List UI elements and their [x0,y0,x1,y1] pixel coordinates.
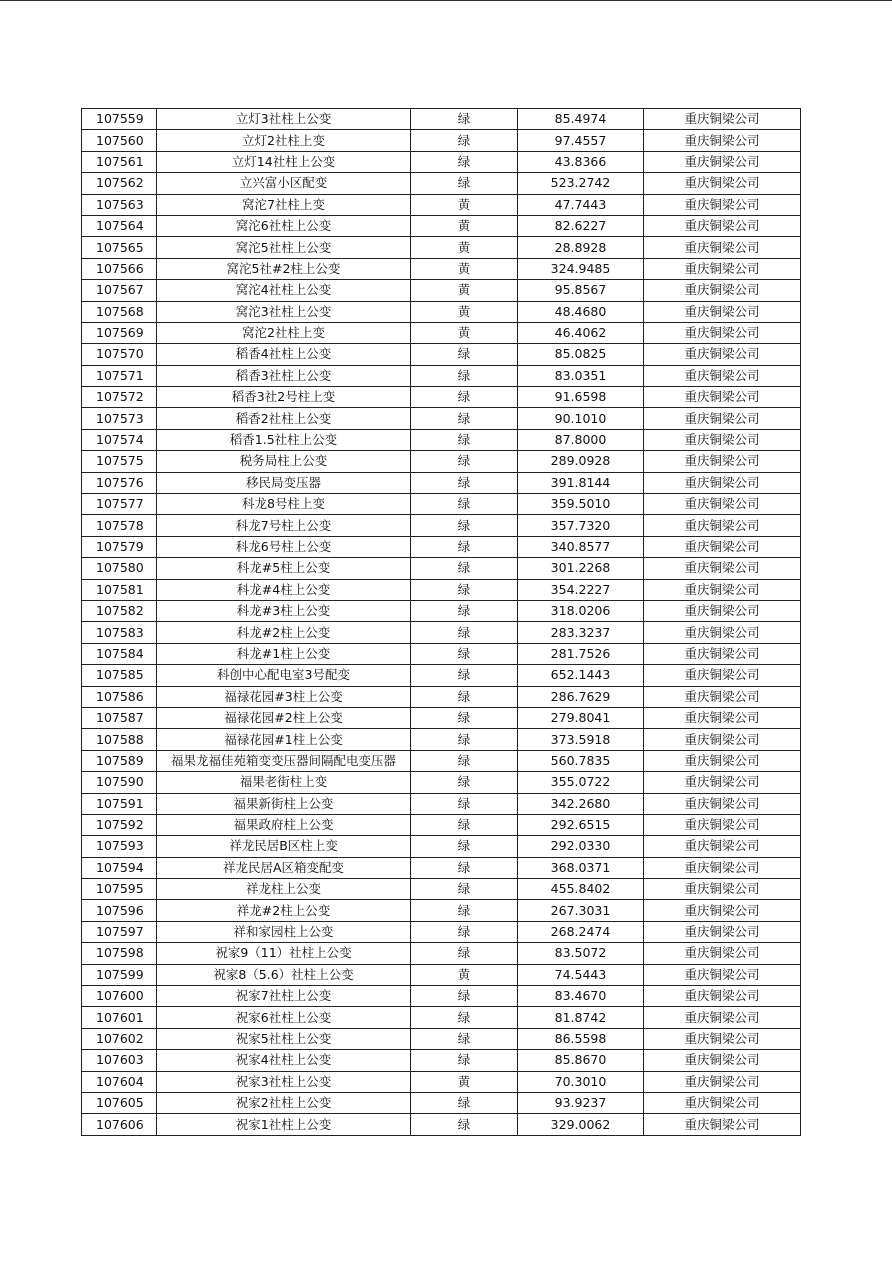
cell-value: 354.2227 [518,579,644,600]
cell-value: 82.6227 [518,215,644,236]
cell-name: 稻香3社2号柱上变 [157,387,411,408]
cell-value: 95.8567 [518,280,644,301]
cell-value: 340.8577 [518,536,644,557]
cell-name: 祝家3社柱上公变 [157,1071,411,1092]
cell-value: 318.0206 [518,600,644,621]
table-row [82,280,801,301]
cell-id: 107599 [82,964,157,985]
table-row [82,130,801,151]
cell-company: 重庆铜梁公司 [644,344,801,365]
cell-id: 107565 [82,237,157,258]
cell-name: 税务局柱上公变 [157,451,411,472]
cell-company: 重庆铜梁公司 [644,857,801,878]
table-row [82,109,801,130]
cell-value: 292.6515 [518,814,644,835]
cell-value: 652.1443 [518,665,644,686]
cell-value: 329.0062 [518,1114,644,1135]
cell-name: 祝家5社柱上公变 [157,1028,411,1049]
table-row [82,194,801,215]
cell-value: 46.4062 [518,322,644,343]
cell-company: 重庆铜梁公司 [644,921,801,942]
cell-status: 绿 [411,729,518,750]
table-row [82,879,801,900]
cell-value: 286.7629 [518,686,644,707]
cell-company: 重庆铜梁公司 [644,879,801,900]
cell-name: 科龙#5柱上公变 [157,558,411,579]
cell-value: 359.5010 [518,494,644,515]
cell-company: 重庆铜梁公司 [644,429,801,450]
cell-name: 科龙#4柱上公变 [157,579,411,600]
cell-value: 301.2268 [518,558,644,579]
table-row [82,1028,801,1049]
cell-status: 绿 [411,365,518,386]
cell-company: 重庆铜梁公司 [644,408,801,429]
table-row [82,793,801,814]
cell-id: 107572 [82,387,157,408]
cell-id: 107597 [82,921,157,942]
cell-status: 绿 [411,836,518,857]
cell-company: 重庆铜梁公司 [644,387,801,408]
cell-id: 107578 [82,515,157,536]
cell-id: 107586 [82,686,157,707]
cell-id: 107566 [82,258,157,279]
cell-company: 重庆铜梁公司 [644,365,801,386]
cell-value: 81.8742 [518,1007,644,1028]
cell-company: 重庆铜梁公司 [644,1007,801,1028]
cell-status: 绿 [411,344,518,365]
cell-status: 绿 [411,387,518,408]
cell-value: 87.8000 [518,429,644,450]
cell-company: 重庆铜梁公司 [644,772,801,793]
cell-id: 107603 [82,1050,157,1071]
cell-id: 107579 [82,536,157,557]
cell-company: 重庆铜梁公司 [644,1071,801,1092]
table-row [82,750,801,771]
cell-id: 107605 [82,1092,157,1113]
cell-status: 绿 [411,451,518,472]
cell-name: 稻香1.5社柱上公变 [157,429,411,450]
cell-company: 重庆铜梁公司 [644,964,801,985]
cell-id: 107589 [82,750,157,771]
cell-company: 重庆铜梁公司 [644,515,801,536]
cell-name: 祝家9（11）社柱上公变 [157,943,411,964]
table-row [82,215,801,236]
cell-status: 绿 [411,109,518,130]
table-body [82,109,801,1136]
cell-status: 绿 [411,686,518,707]
cell-status: 绿 [411,515,518,536]
cell-name: 祝家6社柱上公变 [157,1007,411,1028]
cell-company: 重庆铜梁公司 [644,536,801,557]
cell-company: 重庆铜梁公司 [644,600,801,621]
cell-status: 绿 [411,1050,518,1071]
cell-value: 523.2742 [518,173,644,194]
table-row [82,814,801,835]
cell-id: 107585 [82,665,157,686]
cell-status: 绿 [411,1028,518,1049]
table-row [82,237,801,258]
cell-status: 黄 [411,964,518,985]
table-row [82,1092,801,1113]
cell-status: 绿 [411,536,518,557]
cell-value: 324.9485 [518,258,644,279]
cell-id: 107590 [82,772,157,793]
cell-name: 窝沱7社柱上变 [157,194,411,215]
table-row [82,429,801,450]
cell-id: 107582 [82,600,157,621]
cell-company: 重庆铜梁公司 [644,793,801,814]
cell-id: 107592 [82,814,157,835]
table-row [82,151,801,172]
cell-value: 560.7835 [518,750,644,771]
cell-value: 28.8928 [518,237,644,258]
cell-company: 重庆铜梁公司 [644,494,801,515]
cell-status: 绿 [411,772,518,793]
table-row [82,451,801,472]
cell-status: 绿 [411,600,518,621]
cell-id: 107591 [82,793,157,814]
cell-company: 重庆铜梁公司 [644,1028,801,1049]
table-row [82,408,801,429]
cell-name: 稻香4社柱上公变 [157,344,411,365]
cell-name: 科龙8号柱上变 [157,494,411,515]
cell-company: 重庆铜梁公司 [644,986,801,1007]
cell-name: 福果政府柱上公变 [157,814,411,835]
cell-name: 科龙#3柱上公变 [157,600,411,621]
table-row [82,1050,801,1071]
cell-id: 107570 [82,344,157,365]
cell-name: 祝家1社柱上公变 [157,1114,411,1135]
cell-status: 绿 [411,814,518,835]
cell-value: 355.0722 [518,772,644,793]
table-row [82,322,801,343]
cell-name: 科龙7号柱上公变 [157,515,411,536]
cell-company: 重庆铜梁公司 [644,707,801,728]
cell-company: 重庆铜梁公司 [644,280,801,301]
cell-name: 祥和家园柱上公变 [157,921,411,942]
cell-company: 重庆铜梁公司 [644,750,801,771]
table-row [82,579,801,600]
cell-id: 107604 [82,1071,157,1092]
cell-name: 祥龙民居A区箱变配变 [157,857,411,878]
cell-name: 福果龙福佳苑箱变变压器间隔配电变压器 [157,750,411,771]
cell-company: 重庆铜梁公司 [644,1114,801,1135]
cell-status: 绿 [411,793,518,814]
cell-value: 279.8041 [518,707,644,728]
cell-status: 绿 [411,643,518,664]
cell-company: 重庆铜梁公司 [644,665,801,686]
cell-company: 重庆铜梁公司 [644,686,801,707]
cell-value: 91.6598 [518,387,644,408]
cell-name: 祥龙柱上公变 [157,879,411,900]
cell-id: 107577 [82,494,157,515]
cell-id: 107560 [82,130,157,151]
cell-id: 107568 [82,301,157,322]
cell-name: 窝沱2社柱上变 [157,322,411,343]
cell-name: 立灯3社柱上公变 [157,109,411,130]
cell-value: 289.0928 [518,451,644,472]
cell-status: 绿 [411,173,518,194]
table-row [82,1071,801,1092]
cell-id: 107601 [82,1007,157,1028]
cell-value: 373.5918 [518,729,644,750]
cell-id: 107581 [82,579,157,600]
table-row [82,494,801,515]
table-row [82,921,801,942]
cell-id: 107567 [82,280,157,301]
cell-status: 绿 [411,472,518,493]
cell-value: 391.8144 [518,472,644,493]
table-row [82,622,801,643]
cell-status: 黄 [411,194,518,215]
cell-status: 绿 [411,900,518,921]
cell-id: 107602 [82,1028,157,1049]
table-row [82,857,801,878]
cell-company: 重庆铜梁公司 [644,729,801,750]
cell-status: 黄 [411,280,518,301]
table-row [82,665,801,686]
cell-company: 重庆铜梁公司 [644,1092,801,1113]
cell-company: 重庆铜梁公司 [644,558,801,579]
cell-value: 74.5443 [518,964,644,985]
table-row [82,1007,801,1028]
table-row [82,943,801,964]
cell-name: 祝家4社柱上公变 [157,1050,411,1071]
cell-id: 107564 [82,215,157,236]
cell-name: 窝沱6社柱上公变 [157,215,411,236]
table-row [82,729,801,750]
cell-company: 重庆铜梁公司 [644,215,801,236]
cell-company: 重庆铜梁公司 [644,151,801,172]
cell-name: 福禄花园#3柱上公变 [157,686,411,707]
cell-status: 绿 [411,943,518,964]
cell-value: 90.1010 [518,408,644,429]
transformer-table [81,108,801,1136]
cell-company: 重庆铜梁公司 [644,943,801,964]
cell-name: 移民局变压器 [157,472,411,493]
cell-value: 267.3031 [518,900,644,921]
page-top-border [0,0,892,1]
cell-name: 窝沱3社柱上公变 [157,301,411,322]
table-row [82,301,801,322]
cell-status: 黄 [411,1071,518,1092]
cell-company: 重庆铜梁公司 [644,900,801,921]
cell-id: 107595 [82,879,157,900]
cell-name: 稻香3社柱上公变 [157,365,411,386]
cell-id: 107576 [82,472,157,493]
cell-name: 立灯2社柱上变 [157,130,411,151]
table-row [82,986,801,1007]
cell-name: 立灯14社柱上公变 [157,151,411,172]
cell-value: 47.7443 [518,194,644,215]
cell-id: 107584 [82,643,157,664]
cell-name: 祥龙#2柱上公变 [157,900,411,921]
cell-status: 绿 [411,707,518,728]
cell-status: 绿 [411,986,518,1007]
table-row [82,258,801,279]
cell-company: 重庆铜梁公司 [644,301,801,322]
cell-company: 重庆铜梁公司 [644,643,801,664]
cell-company: 重庆铜梁公司 [644,109,801,130]
cell-name: 稻香2社柱上公变 [157,408,411,429]
cell-value: 281.7526 [518,643,644,664]
cell-id: 107573 [82,408,157,429]
cell-company: 重庆铜梁公司 [644,130,801,151]
cell-company: 重庆铜梁公司 [644,322,801,343]
cell-name: 立兴富小区配变 [157,173,411,194]
table-row [82,1114,801,1135]
cell-value: 86.5598 [518,1028,644,1049]
cell-id: 107561 [82,151,157,172]
cell-status: 绿 [411,665,518,686]
cell-company: 重庆铜梁公司 [644,173,801,194]
cell-value: 97.4557 [518,130,644,151]
cell-name: 福果老街柱上变 [157,772,411,793]
cell-value: 357.7320 [518,515,644,536]
cell-name: 祝家8（5.6）社柱上公变 [157,964,411,985]
cell-status: 绿 [411,130,518,151]
cell-value: 83.5072 [518,943,644,964]
cell-value: 85.8670 [518,1050,644,1071]
cell-status: 黄 [411,322,518,343]
cell-value: 83.0351 [518,365,644,386]
cell-company: 重庆铜梁公司 [644,472,801,493]
cell-company: 重庆铜梁公司 [644,622,801,643]
cell-value: 292.0330 [518,836,644,857]
cell-name: 科龙#1柱上公变 [157,643,411,664]
cell-name: 祝家7社柱上公变 [157,986,411,1007]
cell-id: 107562 [82,173,157,194]
cell-id: 107594 [82,857,157,878]
cell-status: 绿 [411,1114,518,1135]
cell-name: 科龙6号柱上公变 [157,536,411,557]
table-row [82,836,801,857]
cell-value: 85.4974 [518,109,644,130]
cell-id: 107571 [82,365,157,386]
cell-company: 重庆铜梁公司 [644,836,801,857]
cell-id: 107574 [82,429,157,450]
cell-id: 107587 [82,707,157,728]
table-row [82,643,801,664]
cell-status: 绿 [411,579,518,600]
cell-status: 绿 [411,879,518,900]
cell-status: 黄 [411,301,518,322]
cell-value: 43.8366 [518,151,644,172]
cell-value: 268.2474 [518,921,644,942]
cell-value: 368.0371 [518,857,644,878]
cell-status: 绿 [411,151,518,172]
table-row [82,600,801,621]
cell-value: 283.3237 [518,622,644,643]
cell-name: 福禄花园#1柱上公变 [157,729,411,750]
cell-status: 黄 [411,258,518,279]
cell-name: 窝沱5社柱上公变 [157,237,411,258]
cell-status: 绿 [411,857,518,878]
cell-value: 342.2680 [518,793,644,814]
cell-status: 黄 [411,215,518,236]
cell-id: 107593 [82,836,157,857]
cell-company: 重庆铜梁公司 [644,1050,801,1071]
cell-status: 绿 [411,622,518,643]
cell-status: 绿 [411,558,518,579]
cell-id: 107583 [82,622,157,643]
cell-value: 455.8402 [518,879,644,900]
table-row [82,472,801,493]
cell-value: 93.9237 [518,1092,644,1113]
table-row [82,686,801,707]
cell-status: 绿 [411,429,518,450]
cell-name: 祝家2社柱上公变 [157,1092,411,1113]
cell-id: 107598 [82,943,157,964]
cell-value: 70.3010 [518,1071,644,1092]
table-row [82,365,801,386]
table-row [82,558,801,579]
cell-value: 83.4670 [518,986,644,1007]
cell-value: 85.0825 [518,344,644,365]
cell-value: 48.4680 [518,301,644,322]
cell-company: 重庆铜梁公司 [644,258,801,279]
cell-id: 107596 [82,900,157,921]
cell-company: 重庆铜梁公司 [644,451,801,472]
table-row [82,344,801,365]
cell-status: 绿 [411,1092,518,1113]
cell-name: 科龙#2柱上公变 [157,622,411,643]
cell-name: 科创中心配电室3号配变 [157,665,411,686]
cell-status: 绿 [411,750,518,771]
cell-company: 重庆铜梁公司 [644,194,801,215]
cell-name: 窝沱5社#2柱上公变 [157,258,411,279]
cell-id: 107575 [82,451,157,472]
cell-id: 107563 [82,194,157,215]
cell-name: 福禄花园#2柱上公变 [157,707,411,728]
cell-id: 107606 [82,1114,157,1135]
cell-company: 重庆铜梁公司 [644,579,801,600]
cell-name: 福果新街柱上公变 [157,793,411,814]
table-row [82,900,801,921]
table-row [82,772,801,793]
cell-id: 107569 [82,322,157,343]
table-row [82,387,801,408]
cell-company: 重庆铜梁公司 [644,237,801,258]
cell-name: 窝沱4社柱上公变 [157,280,411,301]
cell-status: 绿 [411,408,518,429]
cell-status: 绿 [411,494,518,515]
table-row [82,964,801,985]
cell-status: 绿 [411,921,518,942]
table-row [82,536,801,557]
cell-name: 祥龙民居B区柱上变 [157,836,411,857]
cell-status: 绿 [411,1007,518,1028]
cell-company: 重庆铜梁公司 [644,814,801,835]
cell-id: 107559 [82,109,157,130]
cell-id: 107588 [82,729,157,750]
cell-status: 黄 [411,237,518,258]
table-row [82,707,801,728]
table-row [82,173,801,194]
cell-id: 107580 [82,558,157,579]
table-row [82,515,801,536]
cell-id: 107600 [82,986,157,1007]
